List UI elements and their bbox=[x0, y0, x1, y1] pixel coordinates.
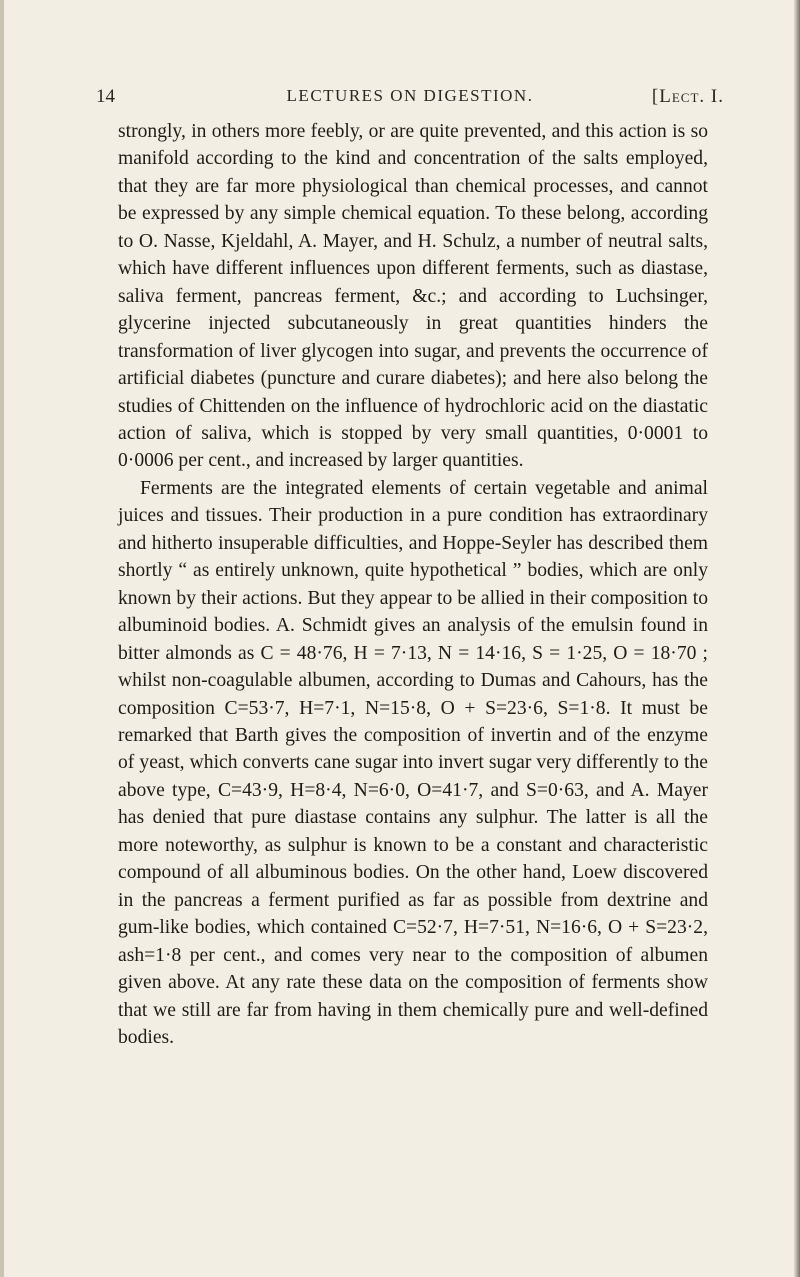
page-number: 14 bbox=[96, 86, 115, 107]
running-head bbox=[96, 86, 724, 116]
page-left-edge bbox=[0, 0, 4, 1277]
lecture-reference: [Lect. I. bbox=[651, 86, 724, 107]
paragraph-continuation: strongly, in others more feebly, or are quite prevented, and this action is so manifold according to the kind and concentration of the salts employed, that they are far more physiological than chemical processes, and cannot be expressed by any simple chemical equation. To these belong, according to O. Nasse, Kjeldahl, A. Mayer, and H. Schulz, a number of neutral salts, which have different influences upon different ferments, such as diastase, saliva ferment, pancreas ferment, &c.; and according to Luchsinger, glycerine injected subcutaneously in great quantities hinders the transformation of liver glycogen into sugar, and prevents the occurrence of artificial diabetes (puncture and curare diabetes); and here also belong the studies of Chittenden on the influence of hydrochloric acid on the diastatic action of saliva, which is stopped by very small quantities, 0·0001 to 0·0006 per cent., and increased by larger quantities. bbox=[118, 121, 708, 472]
paragraph-ferments: Ferments are the integrated elements of certain vegetable and animal juices and tissues. Their production in a pure condition has extraordinary and hitherto insuperable difficulties, and Hoppe-Seyler has described them shortly “ as entirely unknown, quite hypothetical ” bodies, which are only known by their actions. But they appear to be allied in their composition to albuminoid bodies. A. Schmidt gives an analysis of the emulsin found in bitter almonds as C = 48·76, H = 7·13, N = 14·16, S = 1·25, O = 18·70 ; whilst non-coagulable albumen, according to Dumas and Cahours, has the composition C=53·7, H=7·1, N=15·8, O + S=23·6, S=1·8. It must be remarked that Barth gives the composition of invertin and of the enzyme of yeast, which converts cane sugar into invert sugar very differently to the above type, C=43·9, H=8·4, N=6·0, O=41·7, and S=0·63, and A. Mayer has denied that pure diastase contains any sulphur. The latter is all the more noteworthy, as sulphur is known to be a constant and characteristic compound of all albuminous bodies. On the other hand, Loew discovered in the pancreas a ferment purified as far as possible from dextrine and gum-like bodies, which contained C=52·7, H=7·51, N=16·6, O + S=23·2, ash=1·8 per cent., and comes very near to the composition of albumen given above. At any rate these data on the composition of ferments show that we still are far from having in them chemically pure and well-defined bodies. bbox=[118, 477, 708, 1048]
body-text bbox=[118, 118, 708, 1051]
page-right-edge-shadow bbox=[794, 0, 800, 1277]
running-title: LECTURES ON DIGESTION. bbox=[286, 86, 534, 105]
